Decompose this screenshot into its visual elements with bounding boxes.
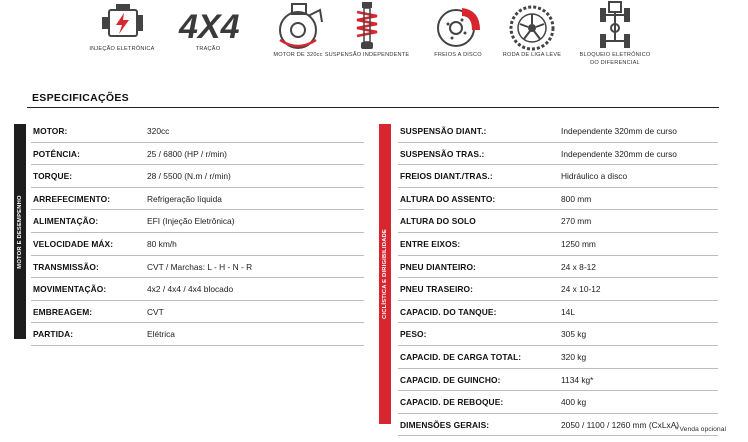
spec-row [31, 301, 364, 324]
spec-row [31, 143, 364, 166]
spec-key: MOVIMENTAÇÃO: [33, 284, 107, 295]
4x4-icon [177, 0, 239, 46]
feature-label: SUSPENSÃO INDEPENDENTE [324, 52, 410, 58]
spec-key: PNEU DIANTEIRO: [400, 261, 476, 272]
disc-brake-icon [432, 0, 484, 52]
feature-label: TRAÇÃO [195, 46, 221, 52]
spec-value: 24 x 8-12 [561, 261, 596, 272]
spec-value: EFI (Injeção Eletrônica) [147, 216, 235, 227]
spec-value: Elétrica [147, 329, 175, 340]
spec-value: 320 kg [561, 351, 587, 362]
spec-row [398, 369, 718, 392]
spec-row [398, 391, 718, 414]
spec-value: 305 kg [561, 329, 587, 340]
suspension-icon [347, 0, 387, 52]
spec-key: DIMENSÕES GERAIS: [400, 419, 490, 430]
spec-value: 1134 kg* [561, 374, 594, 385]
feature-injection [72, 0, 172, 54]
spec-value: Independente 320mm de curso [561, 126, 677, 136]
feature-suspension [317, 0, 417, 60]
spec-key: CAPACID. DE GUINCHO: [400, 374, 501, 385]
spec-key: POTÊNCIA: [33, 148, 80, 159]
spec-key: PNEU TRASEIRO: [400, 284, 474, 295]
spec-row [31, 165, 364, 188]
spec-key: ENTRE EIXOS: [400, 238, 461, 249]
spec-value: 28 / 5500 (N.m / r/min) [147, 171, 231, 182]
spec-key: SUSPENSÃO TRAS.: [400, 148, 485, 159]
page-title: ESPECIFICAÇÕES [32, 92, 129, 104]
feature-label: BLOQUEIO ELETRÔNICO [579, 52, 651, 58]
feature-label: MOTOR DE 320cc [273, 52, 323, 58]
spec-key: TRANSMISSÃO: [33, 261, 99, 272]
feature-differential-lock [565, 0, 665, 67]
spec-key: TORQUE: [33, 171, 73, 182]
spec-row [398, 188, 718, 211]
spec-key: ALTURA DO SOLO [400, 216, 476, 227]
spec-key: VELOCIDADE MÁX: [33, 238, 114, 249]
spec-row [398, 256, 718, 279]
spec-key: SUSPENSÃO DIANT.: [400, 126, 487, 136]
spec-row [398, 143, 718, 166]
spec-row [31, 256, 364, 279]
spec-row [31, 210, 364, 233]
spec-key: MOTOR: [33, 126, 68, 136]
differential-lock-icon [590, 0, 640, 52]
spec-value: 24 x 10-12 [561, 284, 601, 295]
spec-row [31, 278, 364, 301]
spec-row [31, 233, 364, 256]
spec-value: 320cc [147, 126, 170, 136]
4x4-logo-text: 4X4 [179, 8, 239, 46]
alloy-wheel-icon [506, 0, 558, 52]
spec-row [398, 278, 718, 301]
spec-row [398, 165, 718, 188]
spec-value: 4x2 / 4x4 / 4x4 blocado [147, 284, 234, 295]
spec-value: Hidráulico a disco [561, 171, 628, 182]
feature-label: FREIOS A DISCO [434, 52, 482, 58]
spec-value: CVT [147, 306, 164, 317]
spec-value: 25 / 6800 (HP / r/min) [147, 148, 227, 159]
spec-key: ARREFECIMENTO: [33, 193, 111, 204]
spec-value: 1250 mm [561, 238, 596, 249]
feature-traction [158, 0, 258, 54]
spec-key: ALIMENTAÇÃO: [33, 216, 99, 227]
feature-strip [0, 0, 748, 82]
spec-row [398, 323, 718, 346]
spec-row [31, 188, 364, 211]
heading-divider [27, 107, 719, 108]
spec-row [398, 120, 718, 143]
spec-value: 270 mm [561, 216, 592, 227]
footnote: * Venda opcional [674, 426, 726, 433]
spec-key: CAPACID. DO TANQUE: [400, 306, 497, 317]
spec-value: 2050 / 1100 / 1260 mm (CxLxA) [561, 419, 680, 430]
spec-row [398, 301, 718, 324]
engine-injection-icon [96, 0, 148, 46]
spec-value: 400 kg [561, 397, 587, 408]
spec-key: CAPACID. DE CARGA TOTAL: [400, 351, 522, 362]
spec-row [398, 346, 718, 369]
sidebar-label: MOTOR E DESEMPENHO [17, 194, 23, 269]
spec-value: Independente 320mm de curso [561, 148, 677, 159]
spec-key: CAPACID. DE REBOQUE: [400, 397, 504, 408]
spec-key: ALTURA DO ASSENTO: [400, 193, 496, 204]
spec-value: 800 mm [561, 193, 592, 204]
spec-value: 14L [561, 306, 575, 317]
spec-table-left [31, 120, 364, 346]
spec-row [31, 323, 364, 346]
spec-row [31, 120, 364, 143]
spec-value: Refrigeração líquida [147, 193, 222, 204]
spec-row [398, 210, 718, 233]
feature-label: INJEÇÃO ELETRÔNICA [89, 46, 155, 52]
spec-key: FREIOS DIANT./TRAS.: [400, 171, 493, 182]
spec-key: PARTIDA: [33, 329, 74, 340]
spec-value: 80 km/h [147, 238, 177, 249]
spec-key: EMBREAGEM: [33, 306, 93, 317]
spec-table-right [398, 120, 718, 436]
spec-row [398, 233, 718, 256]
spec-value: CVT / Marchas: L - H - N - R [147, 261, 253, 272]
sidebar-ciclistica [379, 124, 391, 424]
sidebar-motor-desempenho [14, 124, 26, 339]
sidebar-label: CICLÍSTICA E DIRIGIBILIDADE [382, 229, 388, 319]
spec-key: PESO: [400, 329, 427, 340]
feature-label-line2: DO DIFERENCIAL [590, 59, 640, 66]
spec-row [398, 414, 718, 437]
feature-label: RODA DE LIGA LEVE [502, 52, 562, 58]
